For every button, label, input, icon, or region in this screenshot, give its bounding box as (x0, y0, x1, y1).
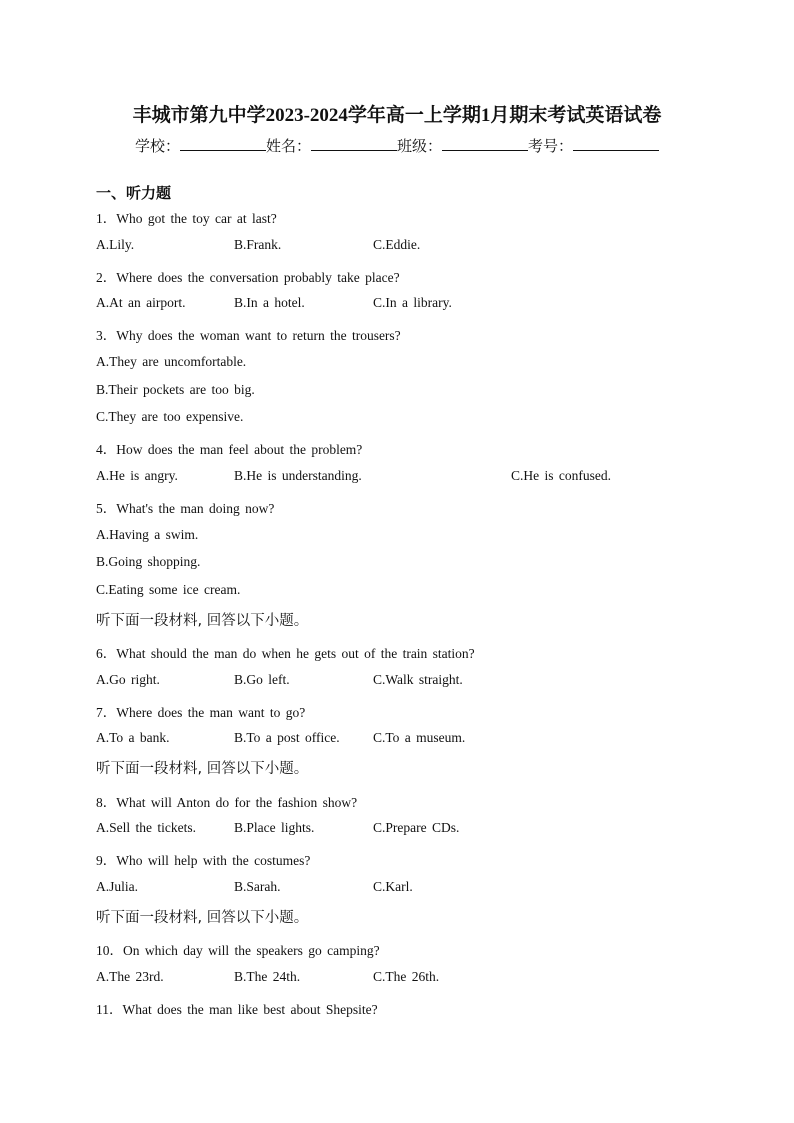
school-blank[interactable] (180, 136, 266, 151)
option: C.In a library. (373, 295, 452, 310)
option: B.Go left. (234, 672, 290, 687)
option: A.Having a swim. (96, 527, 199, 542)
option: A.To a bank. (96, 730, 170, 745)
number-label: 考号： (528, 137, 574, 155)
option: A.At an airport. (96, 295, 186, 310)
option: A.Julia. (96, 879, 138, 894)
option: B.In a hotel. (234, 295, 305, 310)
question-stem: 10．On which day will the speakers go camping? (96, 943, 380, 958)
school-label: 学校： (134, 137, 180, 155)
option: C.Eddie. (373, 237, 421, 252)
name-label: 姓名： (265, 137, 311, 155)
option: A.The 23rd. (96, 969, 164, 984)
question-stem: 9．Who will help with the costumes? (96, 853, 311, 868)
option: B.Going shopping. (96, 554, 201, 569)
option: B.The 24th. (234, 969, 301, 984)
option: B.Frank. (234, 237, 282, 252)
question-stem: 11．What does the man like best about Shepsite? (96, 1002, 378, 1017)
listening-instruction: 听下面一段材料, 回答以下小题。 (96, 761, 309, 777)
option: C.Prepare CDs. (373, 820, 460, 835)
option: A.Lily. (96, 237, 135, 252)
option: C.The 26th. (373, 969, 440, 984)
question-stem: 1．Who got the toy car at last? (96, 211, 277, 226)
option: C.Karl. (373, 879, 413, 894)
student-info-row (0, 135, 794, 156)
option: B.Place lights. (234, 820, 315, 835)
question-stem: 7．Where does the man want to go? (96, 705, 306, 720)
option: C.They are too expensive. (96, 409, 244, 424)
class-blank[interactable] (442, 136, 528, 151)
option: B.To a post office. (234, 730, 340, 745)
option: C.Walk straight. (373, 672, 463, 687)
class-label: 班级： (397, 137, 443, 155)
option: A.They are uncomfortable. (96, 354, 247, 369)
question-stem: 6．What should the man do when he gets out of the train station? (96, 646, 475, 661)
name-blank[interactable] (311, 136, 397, 151)
option: B.Sarah. (234, 879, 281, 894)
question-stem: 5．What's the man doing now? (96, 501, 275, 516)
question-stem: 8．What will Anton do for the fashion show? (96, 795, 358, 810)
option: B.Their pockets are too big. (96, 382, 255, 397)
page-title: 丰城市第九中学2023-2024学年高一上学期1月期末考试英语试卷 (132, 105, 662, 126)
option: C.He is confused. (511, 468, 611, 483)
option: B.He is understanding. (234, 468, 362, 483)
option: C.To a museum. (373, 730, 466, 745)
option: A.He is angry. (96, 468, 178, 483)
question-stem: 3．Why does the woman want to return the trousers? (96, 328, 401, 343)
listening-instruction: 听下面一段材料, 回答以下小题。 (96, 613, 309, 629)
question-stem: 2．Where does the conversation probably take place? (96, 270, 400, 285)
option: C.Eating some ice cream. (96, 582, 241, 597)
option: A.Go right. (96, 672, 160, 687)
section-title: 一、听力题 (96, 184, 172, 202)
question-stem: 4．How does the man feel about the problem? (96, 442, 363, 457)
listening-instruction: 听下面一段材料, 回答以下小题。 (96, 910, 309, 926)
number-blank[interactable] (573, 136, 659, 151)
option: A.Sell the tickets. (96, 820, 196, 835)
